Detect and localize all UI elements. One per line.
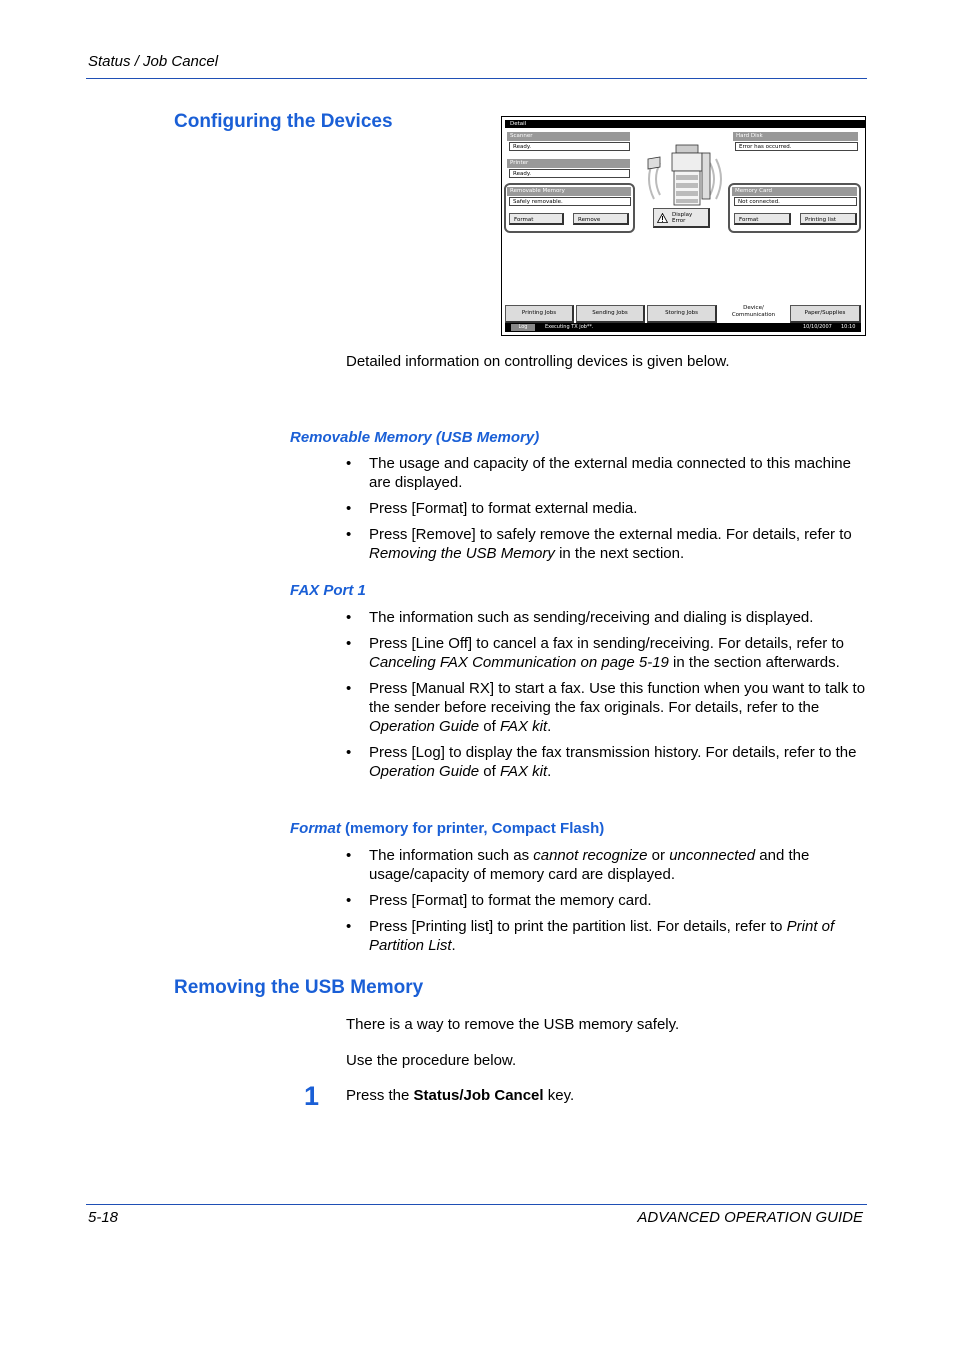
cross-reference: Operation Guide xyxy=(369,763,480,780)
cross-reference: Canceling FAX Communication on page 5-19 xyxy=(369,654,669,671)
tab-storing-jobs[interactable]: Storing Jobs xyxy=(647,305,717,323)
scanner-label: Scanner xyxy=(507,132,630,141)
section-title-configuring: Configuring the Devices xyxy=(174,111,393,132)
step-text: Press the Status/Job Cancel key. xyxy=(346,1087,575,1104)
printer-status: Ready. xyxy=(509,169,630,178)
cross-reference: FAX kit xyxy=(499,763,548,780)
footer-rule xyxy=(86,1204,867,1205)
tab-device-line2: Communication xyxy=(731,312,776,318)
status-message: Executing TX job**. xyxy=(545,324,594,330)
display-error-button[interactable] xyxy=(653,208,710,228)
machine-illustration-icon xyxy=(640,139,730,219)
key-name: Status/Job Cancel xyxy=(413,1087,544,1104)
removable-memory-label: Removable Memory xyxy=(507,187,631,196)
list-item: • The usage and capacity of the external media connected to this machine are displayed. xyxy=(346,454,866,492)
header-rule xyxy=(86,78,867,79)
list-item: • The information such as cannot recognize or unconnected and the usage/capacity of memory card are displayed. xyxy=(346,846,866,884)
tab-paper-supplies[interactable]: Paper/Supplies xyxy=(790,305,861,323)
tab-device-line1: Device/ xyxy=(743,305,764,311)
panel-title: Detail xyxy=(505,120,866,128)
status-date: 10/10/2007 xyxy=(803,324,832,330)
subheading-removable-memory: Removable Memory (USB Memory) xyxy=(290,429,540,446)
procedure-intro: Use the procedure below. xyxy=(346,1052,517,1069)
panel-status-bar xyxy=(505,323,861,332)
list-item: • The information such as sending/receiving and dialing is displayed. xyxy=(346,608,866,627)
hard-disk-label: Hard Disk xyxy=(733,132,858,141)
printer-label: Printer xyxy=(507,159,630,168)
cross-reference: Removing the USB Memory xyxy=(369,545,555,562)
list-item: • Press [Format] to format external media. xyxy=(346,499,866,518)
printing-list-button[interactable]: Printing list xyxy=(800,213,857,225)
list-item: • Press [Format] to format the memory card. xyxy=(346,891,866,910)
guide-name: ADVANCED OPERATION GUIDE xyxy=(637,1209,863,1226)
list-item: • Press [Remove] to safely remove the external media. For details, refer to Removing the USB Memory in the next section. xyxy=(346,525,866,563)
step-number: 1 xyxy=(304,1081,320,1111)
format-button[interactable]: Format xyxy=(509,213,564,225)
list-item: • Press [Log] to display the fax transmission history. For details, refer to the Operation Guide of FAX kit. xyxy=(346,743,866,781)
subheading-format: Format (memory for printer, Compact Flash) xyxy=(290,820,605,837)
running-header: Status / Job Cancel xyxy=(88,53,219,70)
status-time: 10:10 xyxy=(841,324,856,330)
list-item: • Press [Manual RX] to start a fax. Use this function when you want to talk to the sender before receiving the fax originals. For details, refer to the Operation Guide of FAX kit. xyxy=(346,679,866,736)
memory-card-status: Not connected. xyxy=(734,197,857,206)
removing-intro: There is a way to remove the USB memory safely. xyxy=(346,1016,680,1033)
warning-icon xyxy=(657,213,668,223)
removable-memory-list xyxy=(346,454,866,570)
display-error-line2: Error xyxy=(672,218,686,224)
section-title-removing: Removing the USB Memory xyxy=(174,977,424,998)
log-button[interactable]: Log xyxy=(511,324,535,331)
format-list xyxy=(346,846,866,962)
cross-reference: Operation Guide xyxy=(369,718,480,735)
list-item: • Press [Printing list] to print the partition list. For details, refer to Print of Partition List. xyxy=(346,917,866,955)
remove-button[interactable]: Remove xyxy=(573,213,629,225)
operation-panel-screenshot xyxy=(501,116,866,336)
removable-memory-status: Safely removable. xyxy=(509,197,631,206)
scanner-status: Ready. xyxy=(509,142,630,151)
tab-printing-jobs[interactable]: Printing Jobs xyxy=(505,305,574,323)
memory-card-label: Memory Card xyxy=(732,187,857,196)
subheading-fax-port: FAX Port 1 xyxy=(290,582,366,599)
cross-reference: Print of Partition List xyxy=(369,918,835,954)
configuring-intro: Detailed information on controlling devices is given below. xyxy=(346,353,730,370)
cross-reference: FAX kit xyxy=(499,718,548,735)
fax-port-list xyxy=(346,608,866,788)
tab-sending-jobs[interactable]: Sending Jobs xyxy=(576,305,645,323)
memory-card-format-button[interactable]: Format xyxy=(734,213,791,225)
display-error-line1: Display xyxy=(672,212,693,218)
hard-disk-status: Error has occurred. xyxy=(735,142,858,151)
page-number: 5-18 xyxy=(88,1209,119,1226)
tab-device-communication[interactable] xyxy=(719,303,788,323)
list-item: • Press [Line Off] to cancel a fax in sending/receiving. For details, refer to Canceling FAX Communication on page 5-19 in the section afterwards. xyxy=(346,634,866,672)
